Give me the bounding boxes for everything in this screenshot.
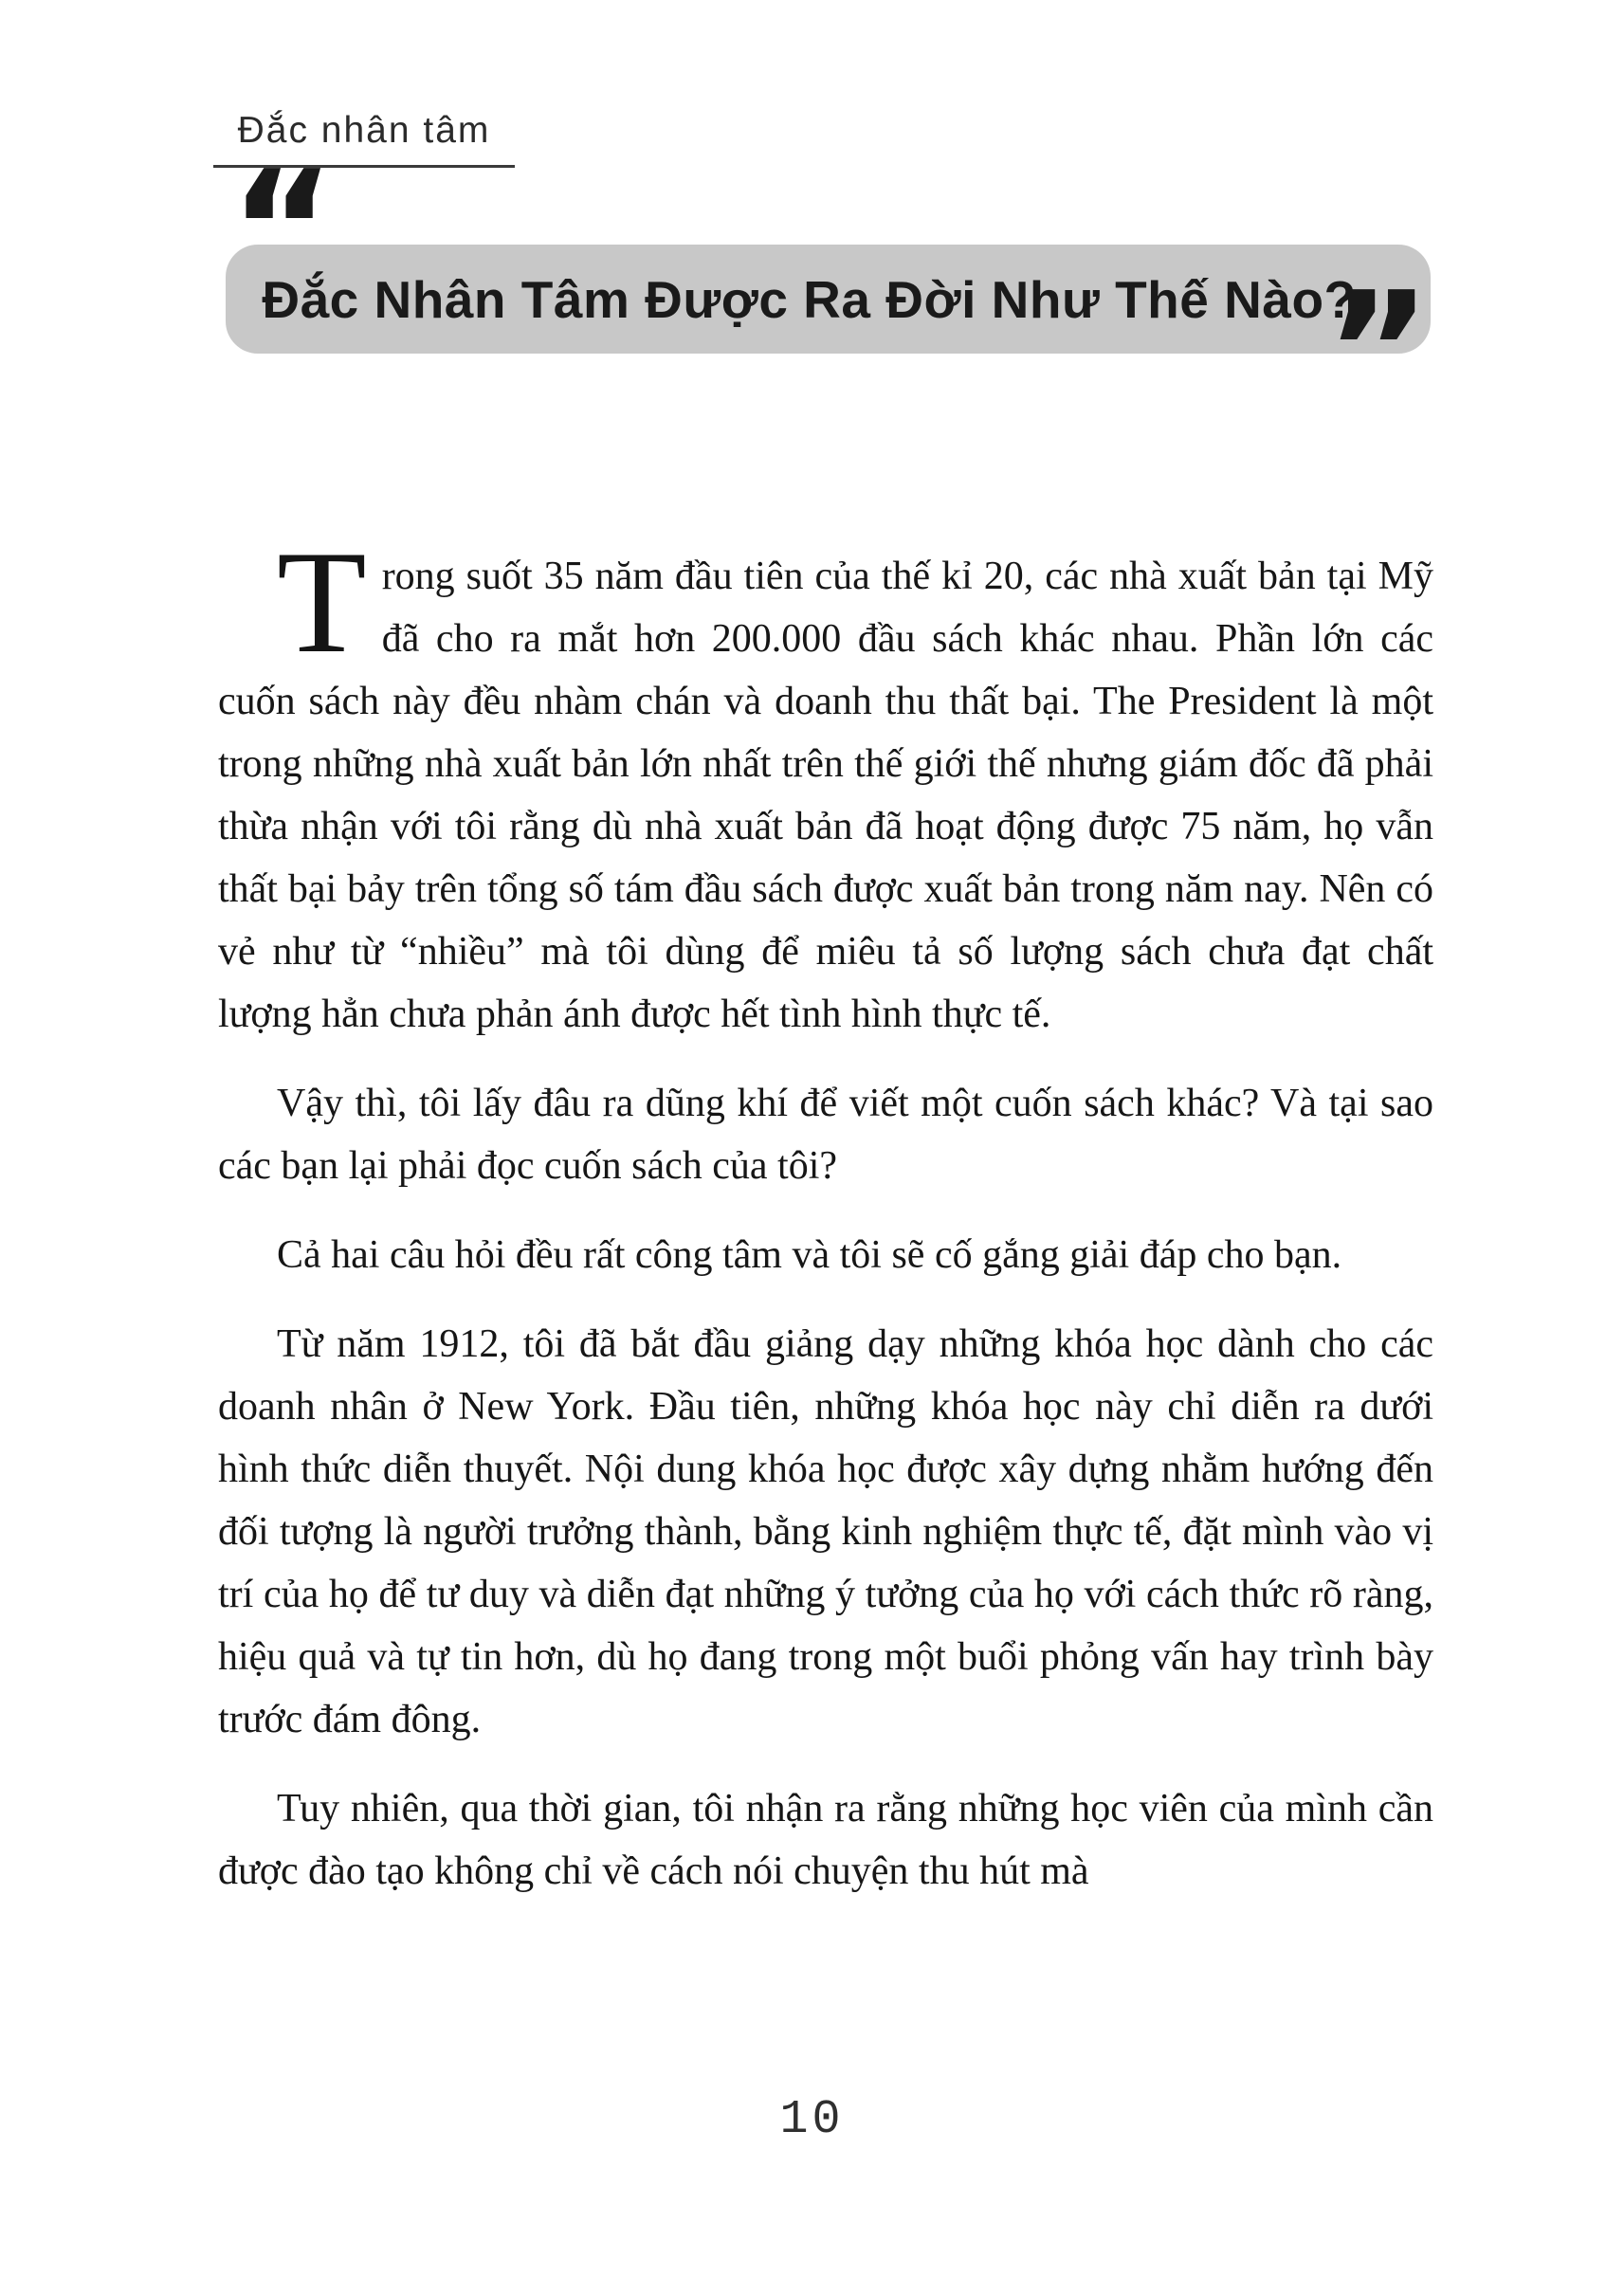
close-quote-icon: ” (1325, 258, 1432, 446)
paragraph-3: Cả hai câu hỏi đều rất công tâm và tôi sẽ cố gắng giải đáp cho bạn. (277, 1233, 1342, 1277)
paragraph-5: Tuy nhiên, qua thời gian, tôi nhận ra rằng những học viên của mình cần được đào tạo không chỉ về cách nói chuyện thu hút mà (218, 1787, 1433, 1893)
chapter-banner (226, 137, 1432, 446)
page-number: 10 (779, 2093, 845, 2147)
drop-cap: T (277, 520, 367, 683)
chapter-title: Đắc Nhân Tâm Được Ra Đời Như Thế Nào? (262, 269, 1357, 329)
paragraph-1 (218, 520, 1433, 1046)
paragraph-2: Vậy thì, tôi lấy đâu ra dũng khí để viết một cuốn sách khác? Và tại sao các bạn lại phải đọc cuốn sách của tôi? (218, 1082, 1433, 1188)
open-quote-icon: “ (229, 137, 336, 324)
chapter-banner-background (226, 245, 1431, 354)
body-text (218, 520, 1433, 1929)
paragraph-4: Từ năm 1912, tôi đã bắt đầu giảng dạy những khóa học dành cho các doanh nhân ở New York. Đầu tiên, những khóa học này chỉ diễn ra dưới hình thức diễn thuyết. Nội dung khóa học được xây dựng nhằm hướng đến đối tượng là người trưởng thành, bằng kinh nghiệm thực tế, đặt mình vào vị trí của họ để tư duy và diễn đạt những ý tưởng của họ với cách thức rõ ràng, hiệu quả và tự tin hơn, dù họ đang trong một buổi phỏng vấn hay trình bày trước đám đông. (218, 1322, 1433, 1741)
running-header-book-title: Đắc nhân tâm (213, 110, 515, 168)
paragraph-1-text: rong suốt 35 năm đầu tiên của thế kỉ 20, các nhà xuất bản tại Mỹ đã cho ra mắt hơn 200.000 đầu sách khác nhau. Phần lớn các cuốn sách này đều nhàm chán và doanh thu thất bại. The President là một trong những nhà xuất bản lớn nhất trên thế giới thế nhưng giám đốc đã phải thừa nhận với tôi rằng dù nhà xuất bản đã hoạt động được 75 năm, họ vẫn thất bại bảy trên tổng số tám đầu sách được xuất bản trong năm nay. Nên có vẻ như từ “nhiều” mà tôi dùng để miêu tả số lượng sách chưa đạt chất lượng hẳn chưa phản ánh được hết tình hình thực tế. (218, 555, 1433, 1036)
